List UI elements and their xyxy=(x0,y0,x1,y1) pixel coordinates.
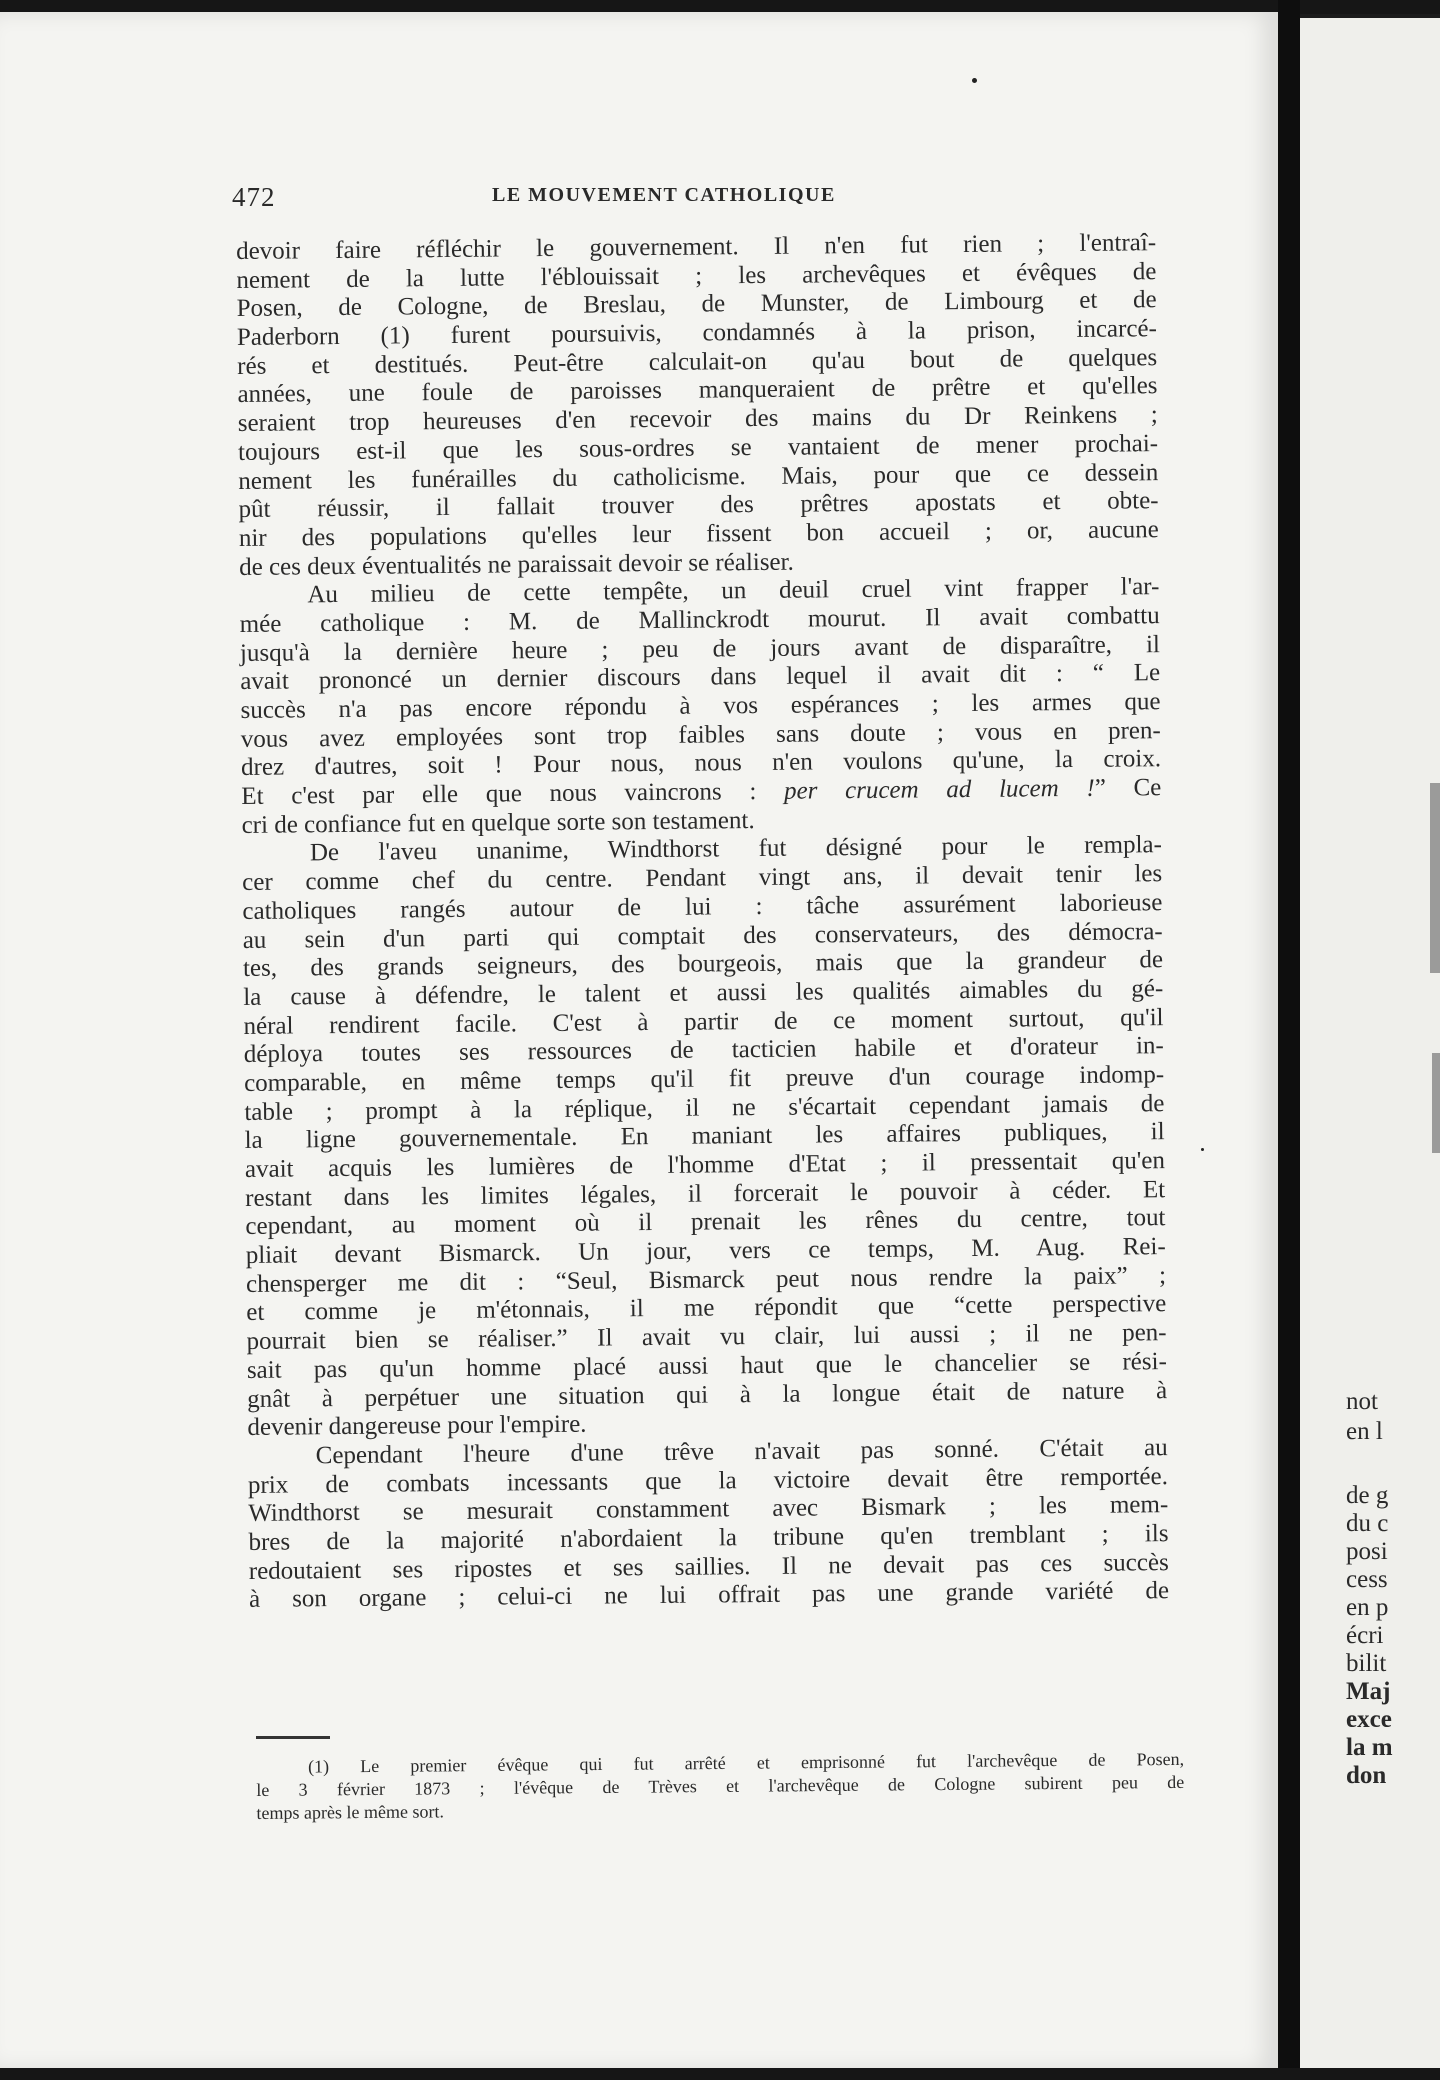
text-line: chensperger me dit : “Seul, Bismarck peut nous rendre la paix” ; xyxy=(245,1261,1167,1298)
text-line: pliait devant Bismarck. Un jour, vers ce temps, M. Aug. Rei- xyxy=(245,1233,1166,1270)
quote-close: ” Ce xyxy=(1094,774,1162,802)
text-line: devenir dangereuse pour l'empire. xyxy=(247,1410,587,1442)
text-line: toujours est-il que les sous-ordres se vantaient de mener prochai- xyxy=(237,429,1159,466)
facing-page-fragment: la m xyxy=(1346,1734,1393,1761)
text-line: la ligne gouvernementale. En maniant les affaires publiques, il xyxy=(244,1118,1165,1155)
paragraph-start-line: Cependant l'heure d'une trêve n'avait pas sonné. C'était au xyxy=(315,1433,1168,1470)
facing-page-fragment: cess xyxy=(1346,1566,1388,1593)
text-line: seraient trop heureuses d'en recevoir des mains du Dr Reinkens ; xyxy=(237,401,1158,438)
body-text xyxy=(236,229,1169,1615)
text-line: tes, des grands seigneurs, des bourgeois, mais que la grandeur de xyxy=(242,946,1164,983)
text-line: restant dans les limites légales, il forcerait le pouvoir à céder. Et xyxy=(245,1175,1166,1212)
text-line: drez d'autres, soit ! Pour nous, nous n'en voulons qu'une, la croix. xyxy=(240,745,1162,782)
text-line: et comme je m'étonnais, il me répondit que “cette perspective xyxy=(246,1290,1167,1327)
text-line: de ces deux éventualités ne paraissait devoir se réaliser. xyxy=(239,548,794,581)
facing-page-fragment: not xyxy=(1346,1388,1378,1415)
footnote-rule xyxy=(256,1736,330,1739)
text-line: rés et destitués. Peut-être calculait-on qu'au bout de quelques xyxy=(237,343,1158,380)
text-line: nir des populations qu'elles leur fissent bon accueil ; or, aucune xyxy=(238,516,1159,552)
footnote-line: temps après le même sort. xyxy=(256,1801,445,1823)
scan-bottom-edge xyxy=(0,2068,1440,2080)
text-line: cependant, au moment où il prenait les rênes du centre, tout xyxy=(245,1204,1166,1241)
text-line: mée catholique : M. de Mallinckrodt mourut. Il avait combattu xyxy=(239,602,1160,638)
text-line: néral rendirent facile. C'est à partir de ce moment surtout, qu'il xyxy=(243,1003,1164,1040)
text-line: déploya toutes ses ressources de tacticien habile et d'orateur in- xyxy=(243,1032,1164,1069)
text-line: redoutaient ses ripostes et ses saillies. Il ne devait pas ces succès xyxy=(248,1548,1169,1585)
text-line: pût réussir, il fallait trouver des prêtres apostats et obte- xyxy=(238,487,1159,524)
print-bleed-mark xyxy=(1432,1053,1440,1153)
page-number: 472 xyxy=(232,182,276,212)
text-line: nement les funérailles du catholicisme. Mais, pour que ce dessein xyxy=(238,458,1159,495)
text-line: Windthorst se mesurait constamment avec Bismark ; les mem- xyxy=(248,1491,1169,1528)
facing-page-fragment: écri xyxy=(1346,1622,1384,1649)
text-line: cer comme chef du centre. Pendant vingt ans, il devait tenir les xyxy=(242,860,1163,897)
text-line: années, une foule de paroisses manqueraient de prêtre et qu'elles xyxy=(237,372,1158,409)
facing-page-fragment: exce xyxy=(1346,1706,1392,1733)
text-line: avait prononcé un dernier discours dans lequel il avait dit : “ Le xyxy=(240,659,1161,696)
text-line: catholiques rangés autour de lui : tâche assurément laborieuse xyxy=(242,888,1163,925)
text-line: sait pas qu'un homme placé aussi haut que le chancelier se rési- xyxy=(246,1347,1167,1384)
book-page-left xyxy=(0,12,1278,2070)
text-line: gnât à perpétuer une situation qui à la longue était de nature à xyxy=(247,1376,1168,1413)
scan-speck xyxy=(972,78,977,83)
page-header xyxy=(232,182,1182,214)
latin-quote: per crucem ad lucem ! xyxy=(783,774,1095,805)
text-line: bres de la majorité n'abordaient la tribune qu'en tremblant ; ils xyxy=(248,1520,1169,1556)
facing-page-fragment: Maj xyxy=(1346,1678,1391,1705)
text-line: table ; prompt à la réplique, il ne s'écartait cependant jamais de xyxy=(244,1089,1165,1126)
facing-page-fragment: du c xyxy=(1346,1510,1389,1537)
text-line: Paderborn (1) furent poursuivis, condamnés à la prison, incarcé- xyxy=(236,315,1158,352)
text-line: prix de combats incessants que la victoire devait être remportée. xyxy=(247,1462,1169,1499)
text-line: jusqu'à la dernière heure ; peu de jours avant de disparaître, il xyxy=(239,630,1161,667)
footnote-line: le 3 février 1873 ; l'évêque de Trèves et l'archevêque de Cologne subirent peu de xyxy=(256,1771,1185,1800)
footnote-line: (1) Le premier évêque qui fut arrêté et emprisonné fut l'archevêque de Posen, xyxy=(308,1748,1185,1777)
paragraph-start-line: De l'aveu unanime, Windthorst fut désigné pour le rempla- xyxy=(309,831,1162,867)
running-head: LE MOUVEMENT CATHOLIQUE xyxy=(492,184,836,206)
facing-page-fragment: posi xyxy=(1346,1538,1388,1565)
text-line: nement de la lutte l'éblouissait ; les archevêques et évêques de xyxy=(236,257,1157,294)
footnotes xyxy=(256,1748,1185,1825)
text-line: devoir faire réfléchir le gouvernement. Il n'en fut rien ; l'entraî- xyxy=(236,229,1157,265)
print-bleed-mark xyxy=(1430,783,1440,973)
text-line: Posen, de Cologne, de Breslau, de Munster, de Limbourg et de xyxy=(236,286,1157,323)
text-line: au sein d'un parti qui comptait des conservateurs, des démocra- xyxy=(242,917,1163,954)
text-line: succès n'a pas encore répondu à vos espérances ; les armes que xyxy=(240,688,1161,724)
book-gutter xyxy=(1278,0,1300,2080)
facing-page-fragment: don xyxy=(1346,1762,1387,1789)
quote-lead: Et c'est par elle que nous vaincrons : xyxy=(241,778,757,811)
text-line: avait acquis les lumières de l'homme d'Etat ; il pressentait qu'en xyxy=(244,1147,1166,1183)
facing-page-fragment: en p xyxy=(1346,1594,1389,1621)
facing-page-edge xyxy=(1300,18,1440,2068)
text-line: comparable, en même temps qu'il fit preuve d'un courage indomp- xyxy=(243,1061,1165,1097)
scan-speck xyxy=(1201,1148,1204,1151)
facing-page-fragment: de g xyxy=(1346,1482,1389,1509)
facing-page-fragment: en l xyxy=(1346,1418,1383,1445)
text-line: la cause à défendre, le talent et aussi les qualités aimables du gé- xyxy=(243,975,1164,1011)
facing-page-fragment: bilit xyxy=(1346,1650,1387,1677)
text-line: vous avez employées sont trop faibles sans doute ; vous en pren- xyxy=(240,716,1161,753)
text-line: cri de confiance fut en quelque sorte son testament. xyxy=(241,806,755,839)
text-line: à son organe ; celui-ci ne lui offrait pas une grande variété de xyxy=(248,1577,1170,1614)
paragraph-start-line: Au milieu de cette tempête, un deuil cruel vint frapper l'ar- xyxy=(307,573,1160,609)
text-line: pourrait bien se réaliser.” Il avait vu clair, lui aussi ; il ne pen- xyxy=(246,1319,1167,1356)
